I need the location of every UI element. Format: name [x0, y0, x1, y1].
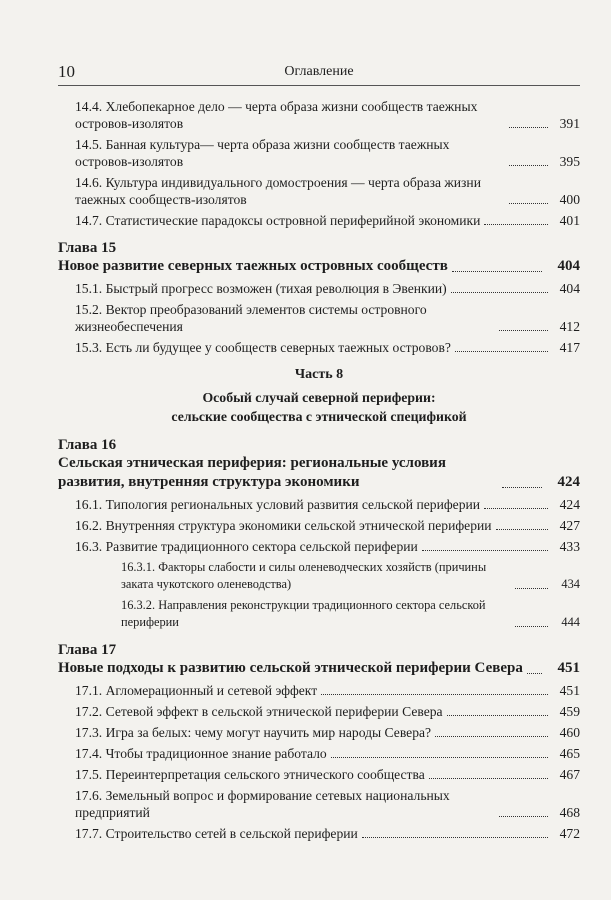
entry-number: 15.3. — [75, 340, 103, 355]
chapter-page: 404 — [557, 258, 580, 274]
chapter-16-label: Глава 16 — [58, 437, 117, 453]
dot-leader — [499, 330, 548, 331]
entry-title: Земельный вопрос и формирование сетевых национальных предприятий — [75, 788, 450, 820]
chapter-title: Сельская этническая периферия: региональные условия развития, внутренняя структура экономики — [58, 455, 446, 490]
entry-page: 400 — [559, 192, 580, 207]
dot-leader — [447, 715, 548, 716]
toc-entry-16-3-1[interactable] — [58, 559, 580, 593]
chapter-17-label: Глава 17 — [58, 642, 117, 658]
entry-title: Игра за белых: чему могут научить мир народы Севера? — [105, 725, 432, 740]
toc-entry-17-2[interactable] — [58, 703, 580, 720]
entry-number: 15.2. — [75, 302, 103, 317]
entry-page: 444 — [561, 615, 580, 629]
entry-title: Чтобы традиционное знание работало — [105, 746, 327, 761]
dot-leader — [509, 203, 548, 204]
entry-number: 16.3. — [75, 539, 103, 554]
entry-page: 472 — [559, 826, 580, 841]
dot-leader — [509, 165, 548, 166]
toc-entry-17-6[interactable] — [58, 787, 580, 821]
entry-title: Типология региональных условий развития сельской периферии — [105, 497, 481, 512]
entry-title: Быстрый прогресс возможен (тихая революция в Эвенкии) — [105, 281, 447, 296]
entry-page: 434 — [561, 577, 580, 591]
chapter-page: 451 — [557, 660, 580, 676]
entry-title: Развитие традиционного сектора сельской периферии — [105, 539, 418, 554]
dot-leader — [321, 694, 548, 695]
dot-leader — [502, 487, 542, 488]
toc-entry-17-7[interactable] — [58, 825, 580, 842]
entry-number: 17.5. — [75, 767, 103, 782]
toc-entry-14-6[interactable] — [58, 174, 580, 208]
dot-leader — [452, 271, 542, 272]
entry-title: Факторы слабости и силы оленеводческих хозяйств (причины заката чукотского оленеводства) — [121, 560, 487, 591]
entry-number: 14.6. — [75, 175, 103, 190]
running-head — [58, 60, 580, 82]
entry-number: 16.2. — [75, 518, 103, 533]
page-number: 10 — [58, 62, 75, 81]
dot-leader — [484, 224, 548, 225]
chapter-16-heading[interactable] — [58, 454, 580, 492]
entry-title: Строительство сетей в сельской периферии — [105, 826, 358, 841]
toc-entry-16-3[interactable] — [58, 538, 580, 555]
entry-number: 16.3.1. — [121, 560, 156, 574]
toc-entry-14-4[interactable] — [58, 98, 580, 132]
table-of-contents — [58, 98, 580, 846]
part-label: Часть 8 — [294, 367, 344, 382]
entry-page: 451 — [559, 683, 580, 698]
dot-leader — [429, 778, 548, 779]
dot-leader — [422, 550, 548, 551]
toc-entry-16-2[interactable] — [58, 517, 580, 534]
entry-number: 17.3. — [75, 725, 103, 740]
entry-number: 17.4. — [75, 746, 103, 761]
toc-entry-15-2[interactable] — [58, 301, 580, 335]
entry-number: 14.5. — [75, 137, 103, 152]
toc-entry-15-3[interactable] — [58, 339, 580, 356]
dot-leader — [484, 508, 548, 509]
toc-entry-16-1[interactable] — [58, 496, 580, 513]
part-title-line-2: сельские сообщества с этнической спецификой — [171, 409, 467, 424]
entry-page: 433 — [559, 539, 580, 554]
chapter-title: Новое развитие северных таежных островных сообществ — [58, 258, 448, 274]
toc-entry-14-7[interactable] — [58, 212, 580, 229]
running-head-title: Оглавление — [284, 64, 354, 79]
chapter-15-heading[interactable] — [58, 257, 580, 276]
dot-leader — [515, 626, 548, 627]
toc-entry-14-5[interactable] — [58, 136, 580, 170]
dot-leader — [362, 837, 548, 838]
part-8-heading — [58, 367, 580, 426]
entry-page: 417 — [559, 340, 580, 355]
dot-leader — [499, 816, 548, 817]
toc-entry-17-5[interactable] — [58, 766, 580, 783]
header-rule — [58, 85, 580, 86]
entry-title: Агломерационный и сетевой эффект — [105, 683, 318, 698]
entry-number: 14.7. — [75, 213, 103, 228]
toc-entry-17-4[interactable] — [58, 745, 580, 762]
dot-leader — [527, 673, 542, 674]
entry-title: Хлебопекарное дело — черта образа жизни сообществ таежных островов-изолятов — [75, 99, 478, 131]
entry-number: 17.1. — [75, 683, 103, 698]
entry-page: 401 — [559, 213, 580, 228]
toc-entry-17-1[interactable] — [58, 682, 580, 699]
chapter-title: Новые подходы к развитию сельской этнической периферии Севера — [58, 660, 523, 676]
chapter-page: 424 — [557, 474, 580, 490]
part-title-line-1: Особый случай северной периферии: — [202, 390, 436, 405]
entry-number: 16.3.2. — [121, 598, 156, 612]
entry-page: 391 — [559, 116, 580, 131]
toc-entry-17-3[interactable] — [58, 724, 580, 741]
dot-leader — [435, 736, 548, 737]
entry-page: 467 — [559, 767, 580, 782]
entry-title: Статистические парадоксы островной периферийной экономики — [105, 213, 481, 228]
entry-page: 424 — [559, 497, 580, 512]
entry-number: 15.1. — [75, 281, 103, 296]
entry-page: 460 — [559, 725, 580, 740]
toc-entry-15-1[interactable] — [58, 280, 580, 297]
entry-title: Банная культура— черта образа жизни сообществ таежных островов-изолятов — [75, 137, 450, 169]
entry-page: 395 — [559, 154, 580, 169]
dot-leader — [451, 292, 548, 293]
entry-number: 17.6. — [75, 788, 103, 803]
entry-title: Вектор преобразований элементов системы островного жизнеобеспечения — [75, 302, 427, 334]
entry-title: Направления реконструкции традиционного сектора сельской периферии — [121, 598, 486, 629]
entry-number: 17.7. — [75, 826, 103, 841]
entry-title: Культура индивидуального домостроения — черта образа жизни таежных сообществ-изолятов — [75, 175, 481, 207]
entry-page: 412 — [559, 319, 580, 334]
entry-page: 468 — [559, 805, 580, 820]
entry-title: Переинтерпретация сельского этнического сообщества — [105, 767, 425, 782]
entry-page: 465 — [559, 746, 580, 761]
toc-entry-16-3-2[interactable] — [58, 597, 580, 631]
dot-leader — [515, 588, 548, 589]
entry-number: 16.1. — [75, 497, 103, 512]
entry-title: Сетевой эффект в сельской этнической периферии Севера — [105, 704, 443, 719]
entry-page: 404 — [559, 281, 580, 296]
entry-page: 427 — [559, 518, 580, 533]
entry-page: 459 — [559, 704, 580, 719]
chapter-17-heading[interactable] — [58, 659, 580, 678]
dot-leader — [331, 757, 548, 758]
dot-leader — [496, 529, 548, 530]
dot-leader — [509, 127, 548, 128]
entry-number: 17.2. — [75, 704, 103, 719]
dot-leader — [455, 351, 548, 352]
entry-number: 14.4. — [75, 99, 103, 114]
entry-title: Внутренняя структура экономики сельской этнической периферии — [105, 518, 492, 533]
entry-title: Есть ли будущее у сообществ северных таежных островов? — [105, 340, 451, 355]
chapter-15-label: Глава 15 — [58, 240, 117, 256]
